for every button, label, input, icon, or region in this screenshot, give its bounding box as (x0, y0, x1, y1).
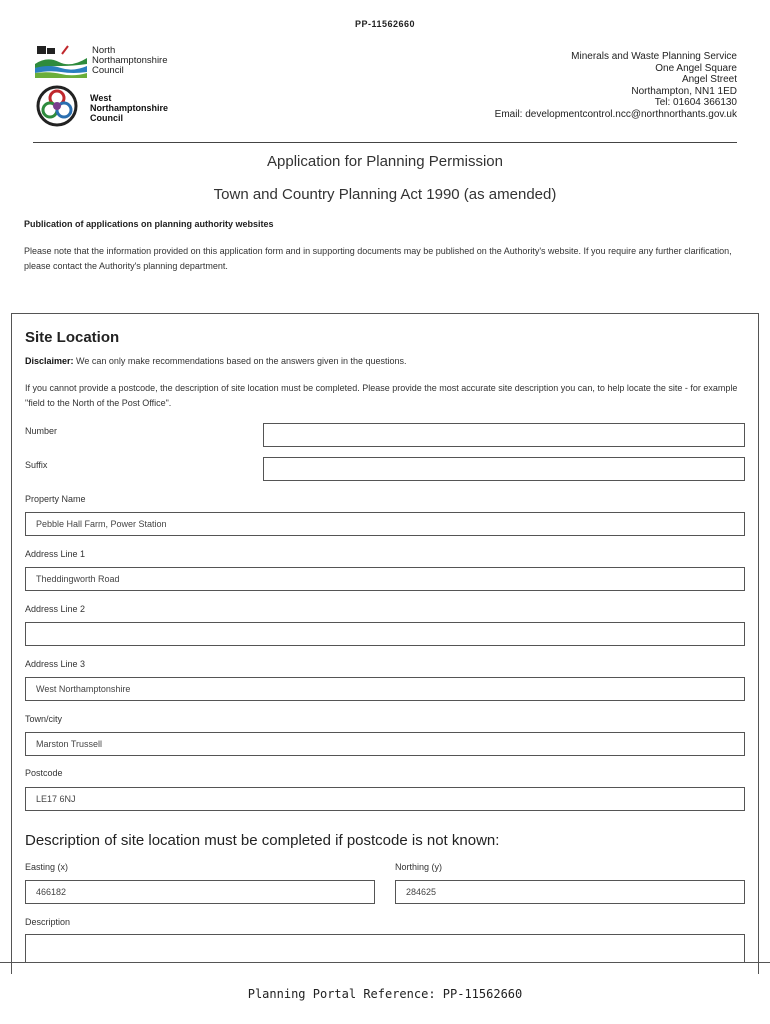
suffix-field[interactable] (263, 457, 745, 481)
logo-west-line2: Northamptonshire (90, 103, 169, 113)
address-line: One Angel Square (655, 62, 737, 74)
logo-west-line1: West (90, 93, 112, 103)
address-email: Email: developmentcontrol.ncc@northnorthants.gov.uk (494, 108, 737, 120)
town-field[interactable]: Marston Trussell (25, 732, 745, 756)
town-label: Town/city (25, 714, 63, 724)
disclaimer (25, 356, 407, 366)
address-line3-label: Address Line 3 (25, 659, 86, 669)
property-name-field[interactable]: Pebble Hall Farm, Power Station (25, 512, 745, 536)
address-line1-label: Address Line 1 (25, 549, 86, 559)
suffix-label: Suffix (25, 460, 48, 470)
footer-reference: Planning Portal Reference: PP-11562660 (247, 987, 523, 1001)
form-subtitle: Town and Country Planning Act 1990 (as amended) (213, 186, 557, 203)
postcode-label: Postcode (25, 768, 63, 778)
address-line: Minerals and Waste Planning Service (571, 51, 737, 62)
northing-label: Northing (y) (395, 862, 443, 872)
address-line2-label: Address Line 2 (25, 604, 86, 614)
west-northamptonshire-logo (35, 84, 195, 128)
address-line: Northampton, NN1 1ED (631, 85, 737, 97)
publication-text: Please note that the information provided on this application form and in supporting documents may be published on the Authority's website. If you require any further clarification, please contact the Authority's planning department. (24, 246, 732, 271)
address-line: Angel Street (681, 74, 737, 85)
logo-north-line3: Council (92, 65, 124, 76)
description-textarea[interactable] (25, 934, 745, 962)
publication-heading: Publication of applications on planning authority websites (24, 219, 274, 229)
description-label: Description (25, 917, 71, 927)
disclaimer-text: We can only make recommendations based on the answers given in the questions. (73, 356, 407, 366)
address-line3-field[interactable]: West Northamptonshire (25, 677, 745, 701)
northing-field[interactable]: 284625 (395, 880, 745, 904)
easting-field[interactable]: 466182 (25, 880, 375, 904)
address-line2-field[interactable] (25, 622, 745, 646)
logo-north-line1: North (92, 45, 116, 56)
logo-west-line3: Council (90, 113, 123, 123)
property-name-label: Property Name (25, 494, 86, 504)
logo-north-line2: Northamptonshire (92, 55, 168, 66)
address-line1-field[interactable]: Theddingworth Road (25, 567, 745, 591)
site-location-heading: Site Location (25, 329, 120, 346)
postcode-field[interactable]: LE17 6NJ (25, 787, 745, 811)
site-instruction: If you cannot provide a postcode, the description of site location must be completed. Please provide the most accurate site description you can, to help locate the site - for example "field to the North of the Post Office". (25, 383, 738, 408)
site-description-subheading: Description of site location must be completed if postcode is not known: (25, 832, 500, 849)
easting-label: Easting (x) (25, 862, 69, 872)
address-line: Tel: 01604 366130 (654, 97, 737, 108)
north-northamptonshire-logo (35, 44, 195, 80)
west-northamptonshire-emblem-icon (35, 84, 79, 128)
number-label: Number (25, 426, 58, 436)
number-field[interactable] (263, 423, 745, 447)
authority-address (495, 51, 737, 120)
disclaimer-label: Disclaimer: (25, 356, 74, 366)
reference-number-top: PP-11562660 (354, 19, 416, 29)
header-divider (33, 142, 737, 143)
form-title: Application for Planning Permission (267, 153, 503, 170)
page-cut-line (0, 962, 770, 963)
north-northamptonshire-emblem-icon (35, 44, 87, 78)
